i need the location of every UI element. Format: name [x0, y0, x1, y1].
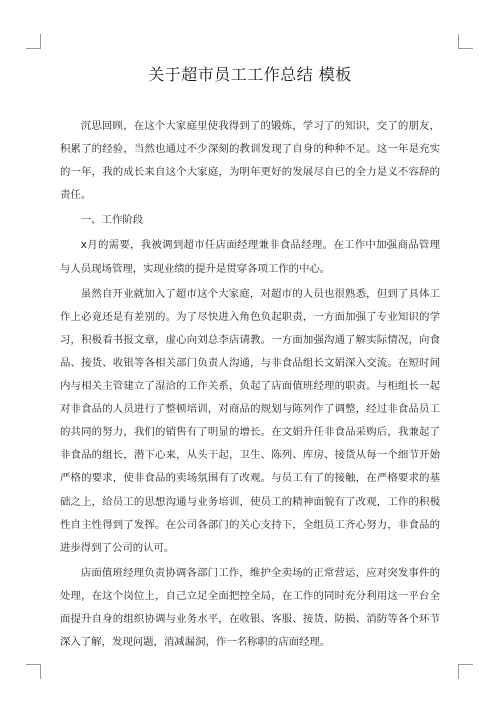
- paragraph-intro: 沉思回顾，在这个大家庭里使我得到了的锻炼，学习了的知识，交了的朋友，积累了的经验，当然也通过不少深刻的教训发现了自身的种种不足。这一年是充实的一年，我的成长来自这个大家庭，为明年更好的发展尽自已的全力是义不容辞的责任。: [60, 120, 440, 202]
- crop-mark-top-right: [458, 34, 473, 49]
- crop-mark-top-left: [26, 34, 41, 49]
- paragraph-work-details: 虽然自开业就加入了超市这个大家庭，对超市的人员也很熟悉，但到了具体工作上必竟还是有差别的。为了尽快进入角色负起职责，一方面加强了专业知识的学习，积极看书报文章，虚心向刘总李店请教。一方面加强沟通了解实际情况，向食品、接货、收银等各相关部门负责人沟通，与非食品组长文娟深入交流。在短时间内与相关主管建立了湿洽的工作关系，负起了店面值班经理的职责。与柜组长一起对非食品的人员进行了整顿培训，对商品的规划与陈列作了调整，经过非食品员工的共同的努力，我们的销售有了明显的增长。在文娟升任非食品采购后，我兼起了非食品的组长，潜下心来，从头干起，卫生、陈列、库房、接货从每一个细节开始严格的要求，使非食品的卖场氛围有了改观。与员工有了的接触，在严格要求的基础之上，给员工的思想沟通与业务培训，使员工的精神面貌有了改观，工作的积极性自主性得到了发挥。在公司各部门的关心支持下，全组员工齐心努力，非食品的进步得到了公司的认可。: [60, 287, 440, 554]
- document-body: [60, 62, 440, 656]
- crop-mark-bottom-right: [458, 664, 473, 679]
- document-title: 关于超市员工工作总结 模板: [148, 65, 352, 84]
- paragraph-duty-manager: 店面值班经理负责协调各部门工作，维护全卖场的正常营运，应对突发事件的处理，在这个岗位上，自己立足全面把控全局，在工作的同时充分利用这一平台全面提升自身的组织协调与业务水平，在收银、客服、接货、防损、消防等各个环节深入了解，发现问题，消减漏洞，作一名称职的店面经理。: [60, 566, 440, 649]
- paragraph-assignment: x月的需要，我被调到超市任店面经理兼非食品经理。在工作中加强商品管理与人员现场管理，实现业绩的提升是贯穿各项工作的中心。: [60, 239, 440, 275]
- crop-mark-bottom-left: [26, 664, 41, 679]
- section-heading: 一、工作阶段: [80, 214, 144, 227]
